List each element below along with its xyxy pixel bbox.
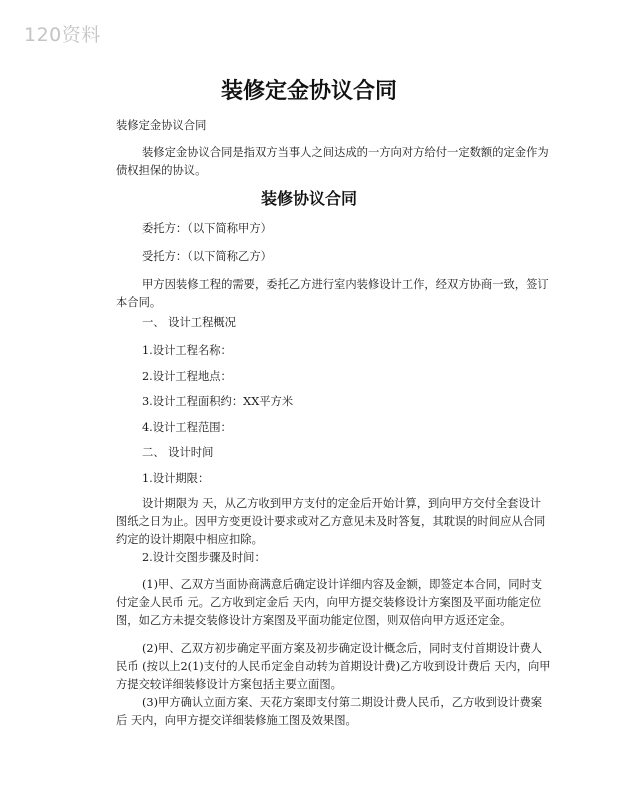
step-paragraph: (3)甲方确认立面方案、天花方案即支付第二期设计费人民币，乙方收到设计费案后 天内，向甲方提交详细装修施工图及效果图。: [116, 696, 543, 727]
document-title: 装修定金协议合同: [220, 79, 397, 104]
section1-item: 1.设计工程名称：: [142, 344, 232, 357]
step-paragraph: (1)甲、乙双方当面协商满意后确定设计详细内容及金额，即签定本合同，同时支付定金人民币 元。乙方收到定金后 天内，向甲方提交装修设计方案图及平面功能定位图，如乙方未提交装修设计方案图及平面功能定位图，则双倍向甲方返还定金。: [116, 578, 543, 627]
intro-paragraph: 装修定金协议合同是指双方当事人之间达成的一方向对方给付一定数额的定金作为债权担保的协议。: [116, 146, 549, 177]
section1-heading: 一、 设计工程概况: [142, 316, 236, 329]
period-paragraph: 设计期限为 天，从乙方收到甲方支付的定金后开始计算，到向甲方交付全套设计图纸之日为止。因甲方变更设计要求或对乙方意见未及时答复，其耽误的时间应从合同约定的设计期限中相应扣除。: [116, 497, 546, 546]
contractor-line: 受托方：（以下简称乙方）: [142, 250, 272, 263]
step-paragraph: (2)甲、乙双方初步确定平面方案及初步确定设计概念后，同时支付首期设计费人民币 (按以上2(1)支付的人民币定金自动转为首期设计费)乙方收到设计费后 天内，向甲方提交较详细装修设计方案包括主要立面图。: [116, 642, 551, 691]
section2-heading: 二、 设计时间: [142, 446, 214, 459]
section1-item: 3.设计工程面积约：XX平方米: [142, 395, 294, 408]
section-title: 装修协议合同: [260, 189, 357, 208]
client-line: 委托方：（以下简称甲方）: [142, 222, 272, 235]
watermark-logo: 120资料: [24, 24, 101, 46]
section1-item: 4.设计工程范围：: [142, 421, 232, 434]
intro-line: 装修定金协议合同: [116, 119, 207, 132]
section2-item: 1.设计期限：: [142, 472, 210, 485]
section1-item: 2.设计工程地点：: [142, 370, 232, 383]
section2-item: 2.设计交图步骤及时间：: [142, 551, 266, 564]
preamble-paragraph: 甲方因装修工程的需要，委托乙方进行室内装修设计工作，经双方协商一致，签订本合同。: [116, 278, 549, 309]
